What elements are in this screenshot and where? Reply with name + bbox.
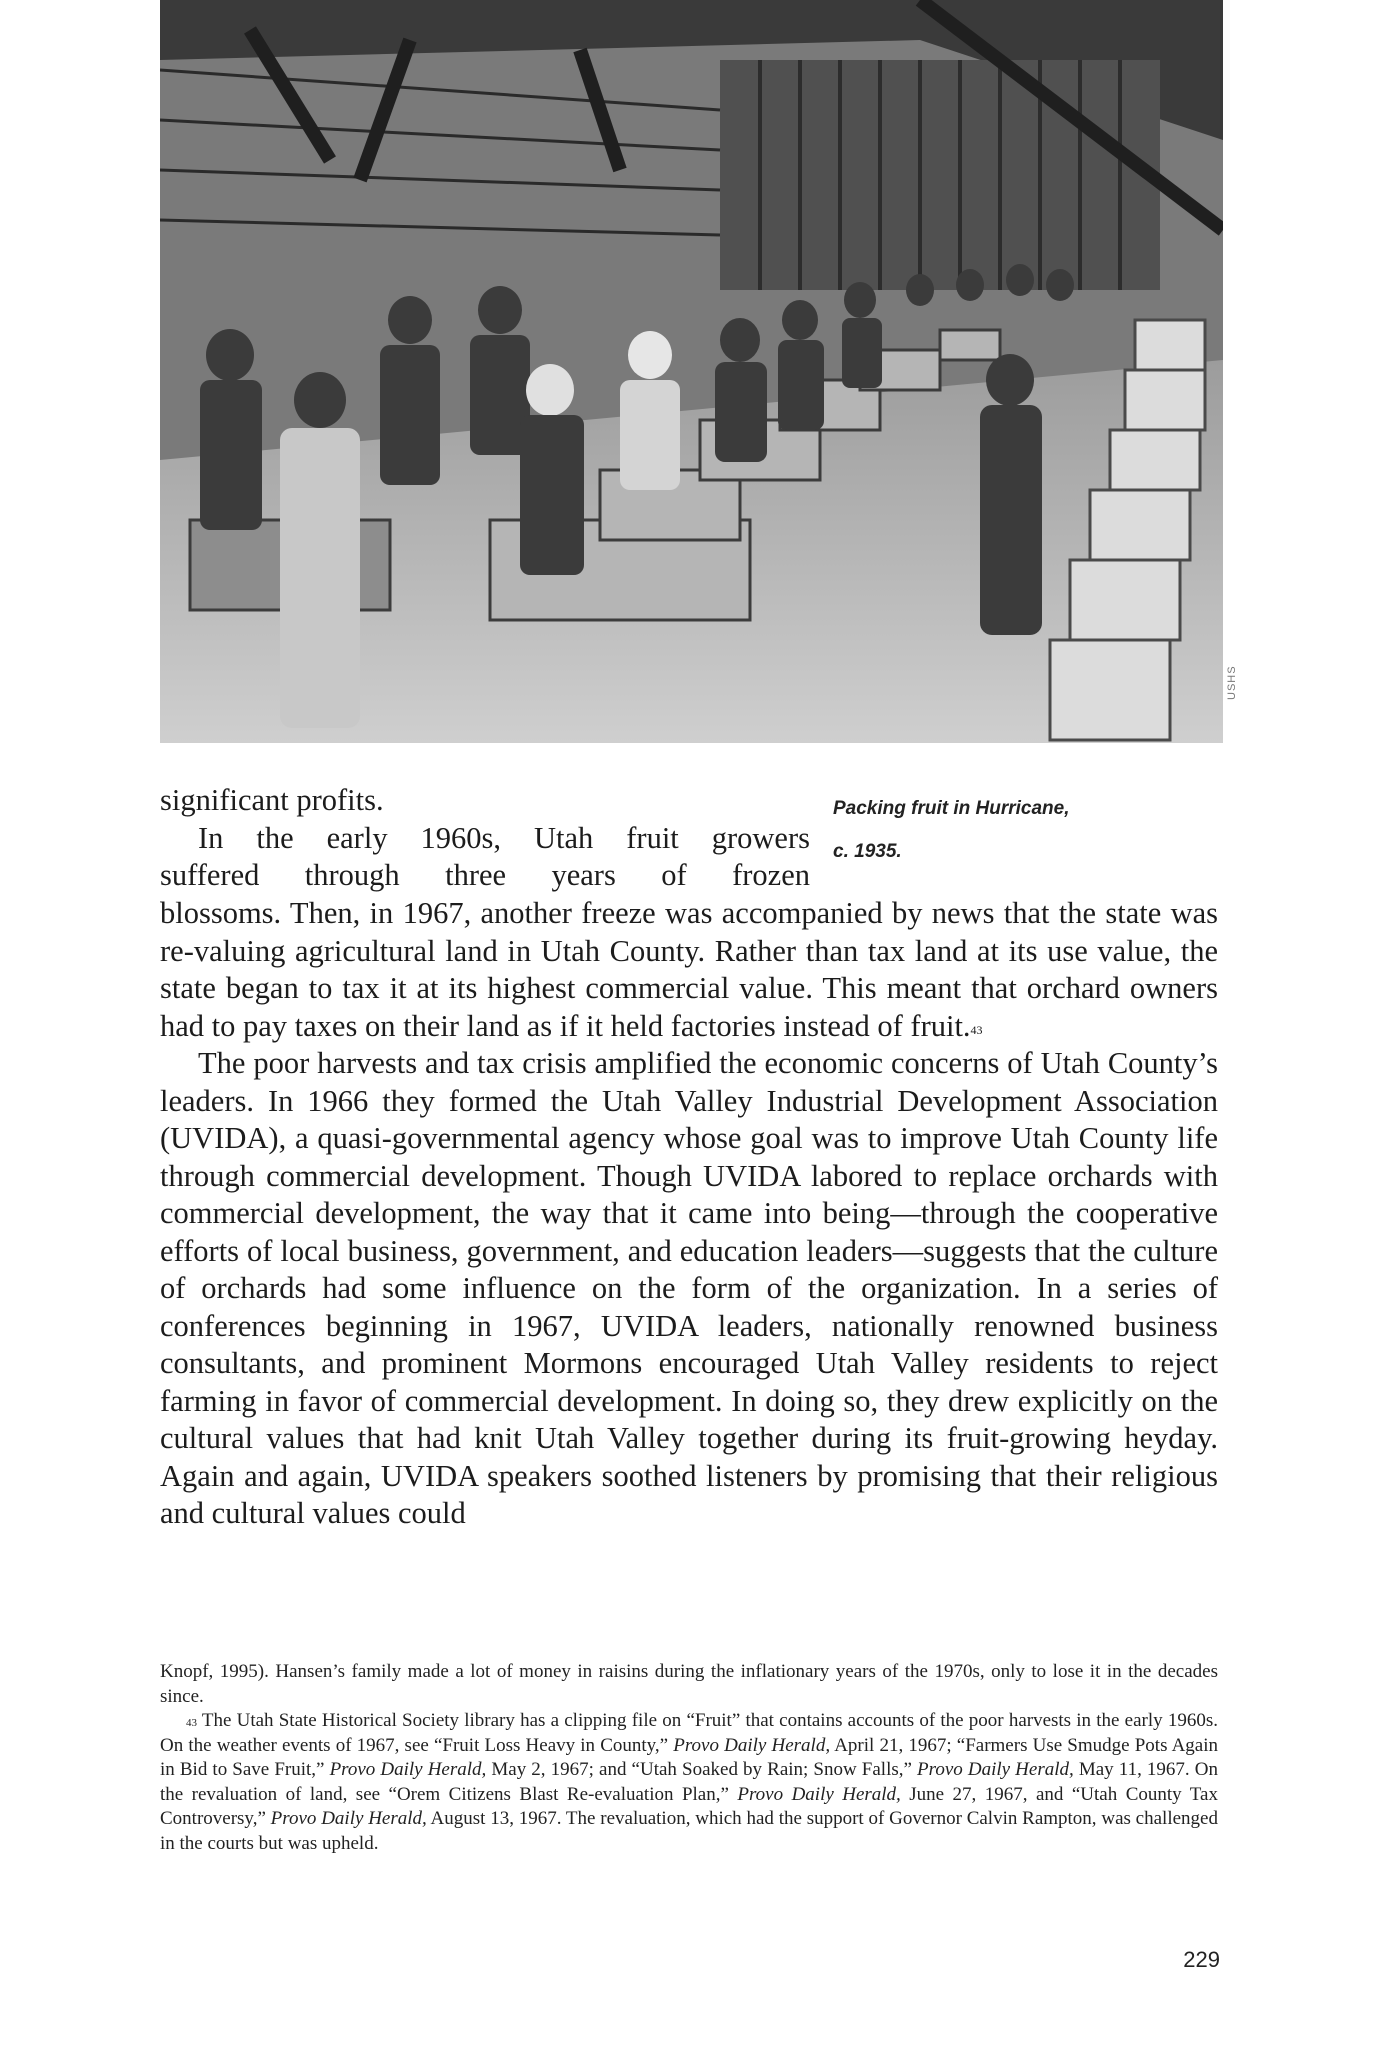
footnote-source: Provo Daily Herald, xyxy=(917,1759,1074,1780)
caption-line-1: Packing fruit in Hurricane, xyxy=(833,798,1070,819)
body-line: In the early 1960s, Utah fruit growers xyxy=(198,820,810,855)
body-paragraph-2: The poor harvests and tax crisis amplified the economic concerns of Utah County’s leaders. In 1966 they formed the Utah Valley Industrial Development Association (UVIDA), a quasi-governmental agency whose goal was to improve Utah County life through commercial development. Though UVIDA labored to replace orchards with commercial development, the way that it came into being—through the cooperative efforts of local business, government, and education leaders—suggests that the culture of orchards had some influence on the form of the organization. In a series of conferences beginning in 1967, UVIDA leaders, nationally renowned business consultants, and prominent Mormons encouraged Utah Valley residents to reject farming in favor of commercial development. In doing so, they drew explicitly on the cultural values that had knit Utah Valley together during its fruit-growing heyday. Again and again, UVIDA speakers soothed listeners by promising that their religious and cultural values could xyxy=(160,1046,1218,1530)
footnote-text: April 21, 1967; “Farmers Use Smudge Pots Again in Bid to Save Fruit,” xyxy=(160,1734,1219,1780)
photo-caption xyxy=(833,787,1173,873)
footnote-source: Provo Daily Herald, xyxy=(270,1808,427,1829)
body-text-beside-caption xyxy=(160,782,810,895)
footnote-marker: 43 xyxy=(970,1022,983,1037)
footnote-source: Provo Daily Herald, xyxy=(673,1734,831,1756)
footnote-source: Provo Daily Herald, xyxy=(329,1759,487,1780)
body-line: suffered through three years of frozen xyxy=(160,858,810,892)
historical-photo xyxy=(160,0,1223,743)
footnote-continuation: Knopf, 1995). Hansen’s family made a lot of money in raisins during the inflationary years of the 1970s, only to lose it in the decades since. xyxy=(160,1661,1218,1707)
footnote-text: May 11, 1967. On the revaluation of land, see “Orem Citizens Blast Re-evaluation Plan,” xyxy=(160,1759,1218,1805)
footnote-number: 43 xyxy=(186,1717,197,1729)
body-paragraph-1 xyxy=(160,895,1218,1045)
footnote-text: June 27, 1967, and “Utah County Tax Controversy,” xyxy=(160,1783,1218,1829)
footnote-text: The Utah State Historical Society library has a clipping file on “Fruit” that contains accounts of the poor harvests in the early 1960s. On the weather events of 1967, see “Fruit Loss Heavy in County,” xyxy=(160,1710,1218,1756)
body-text-main xyxy=(160,895,1218,1533)
caption-line-2: c. 1935. xyxy=(833,841,902,862)
photo-credit: USHS xyxy=(1226,665,1238,700)
footnote-text: May 2, 1967; and “Utah Soaked by Rain; Snow Falls,” xyxy=(486,1759,918,1780)
footnote-43 xyxy=(160,1709,1218,1856)
footnote-source: Provo Daily Herald, xyxy=(737,1783,901,1805)
footnote-text: August 13, 1967. The revaluation, which had the support of Governor Calvin Rampton, was challenged in the courts but was upheld. xyxy=(160,1808,1218,1854)
body-line: significant profits. xyxy=(160,783,384,817)
page-number: 229 xyxy=(1183,1947,1220,1972)
footnotes xyxy=(160,1660,1218,1856)
packing-shed-illustration xyxy=(160,0,1223,743)
paragraph-text: blossoms. Then, in 1967, another freeze was accompanied by news that the state was re-valuing agricultural land in Utah County. Rather than tax land at its use value, the state began to tax it at its highest commercial value. This meant that orchard owners had to pay taxes on their land as if it held factories instead of fruit. xyxy=(160,896,1218,1043)
